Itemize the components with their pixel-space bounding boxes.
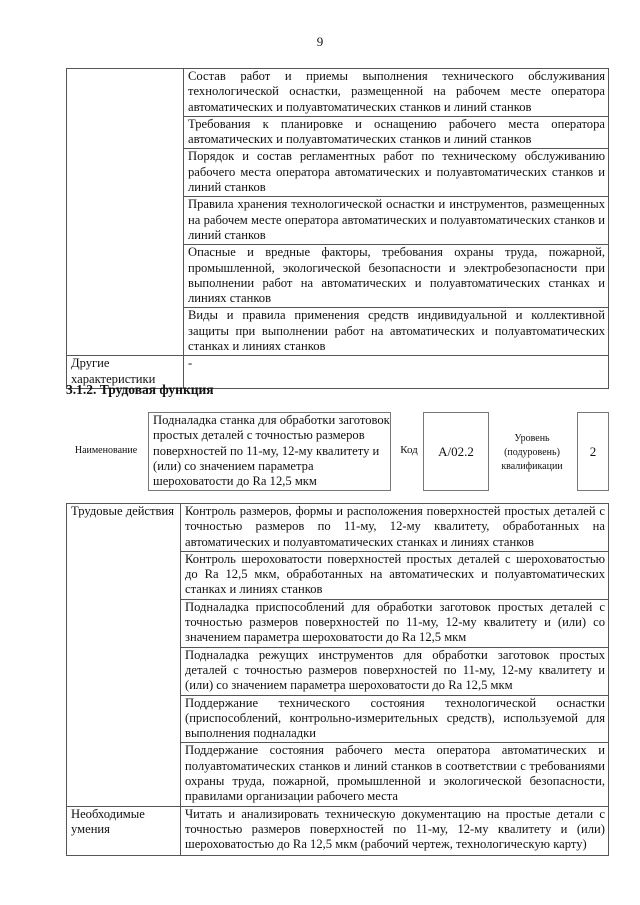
row-text: Виды и правила применения средств индивидуальной и коллективной защиты при выполнении работ на автоматических и полуавтоматических станках и линиях станков xyxy=(184,308,609,356)
row-text: Контроль размеров, формы и расположения поверхностей простых деталей с точностью размеров по 11-му, 12-му квалитету, обработанных на автоматических и полуавтоматических станках и линиях станков xyxy=(181,504,609,552)
row-text: Порядок и состав регламентных работ по техническому обслуживанию рабочего места оператора автоматических и полуавтоматических станков и линий станков xyxy=(184,149,609,197)
row-text: Опасные и вредные факторы, требования охраны труда, пожарной, промышленной, экологической безопасности и электробезопасности при выполнении работ на автоматических и полуавтоматических станках и линиях станков xyxy=(184,245,609,308)
table-row xyxy=(67,504,609,552)
section-heading: 3.1.2. Трудовая функция xyxy=(66,382,214,397)
row-text: Читать и анализировать техническую документацию на простые детали с точностью размеров поверхностей по 11-му, 12-му квалитету и (или) шероховатостью до Ra 12,5 мкм (рабочий чертеж, технологическую карту) xyxy=(181,806,609,855)
table-row xyxy=(67,69,609,117)
row-label: Трудовые действия xyxy=(67,504,181,807)
row-text: Подналадка приспособлений для обработки заготовок простых деталей с точностью размеров поверхностей по 11-му, 12-му квалитету и (или) со значением параметра шероховатости до Ra 12,5 мкм xyxy=(181,599,609,647)
row-text: Требования к планировке и оснащению рабочего места оператора автоматических и полуавтоматических станков и линий станков xyxy=(184,116,609,149)
level-value: 2 xyxy=(577,412,609,491)
labor-actions-table xyxy=(66,503,609,856)
row-text: Правила хранения технологической оснастки и инструментов, размещенных на рабочем месте оператора автоматических и полуавтоматических станков и линий станков xyxy=(184,197,609,245)
row-label xyxy=(67,69,184,356)
row-text: Поддержание состояния рабочего места оператора автоматических и полуавтоматических станков и линий станков в соответствии с требованиями охраны труда, пожарной, промышленной и экологической безопасности, правилами организации рабочего места xyxy=(181,743,609,806)
row-text: - xyxy=(184,356,609,389)
code-label: Код xyxy=(400,444,418,456)
name-value: Подналадка станка для обработки заготовок простых деталей с точностью размеров поверхностей по 11-му, 12-му квалитету и (или) со значением параметра шероховатости до Ra 12,5 мкм xyxy=(148,412,391,491)
row-text: Контроль шероховатости поверхностей простых деталей с шероховатостью до Ra 12,5 мкм, обработанных на автоматических и полуавтоматических станках и линиях станков xyxy=(181,551,609,599)
level-label: Уровень (подуровень) квалификации xyxy=(501,433,563,472)
page-number: 9 xyxy=(316,34,324,49)
code-value: A/02.2 xyxy=(423,412,489,491)
row-text: Подналадка режущих инструментов для обработки заготовок простых деталей с точностью размеров поверхностей по 11-му, 12-му квалитету и (или) со значением параметра шероховатости до Ra 12,5 мкм xyxy=(181,647,609,695)
row-text: Состав работ и приемы выполнения технического обслуживания технологической оснастки, размещенной на рабочем месте оператора автоматических и полуавтоматических станков и линий станков xyxy=(184,69,609,117)
knowledge-table xyxy=(66,68,609,389)
row-label: Другие характеристики xyxy=(67,356,184,389)
row-label: Необходимые умения xyxy=(67,806,181,855)
table-row xyxy=(67,806,609,855)
row-text: Поддержание технического состояния технологической оснастки (приспособлений, контрольно-измерительных средств), используемой для выполнения подналадки xyxy=(181,695,609,743)
name-label: Наименование xyxy=(74,445,138,456)
